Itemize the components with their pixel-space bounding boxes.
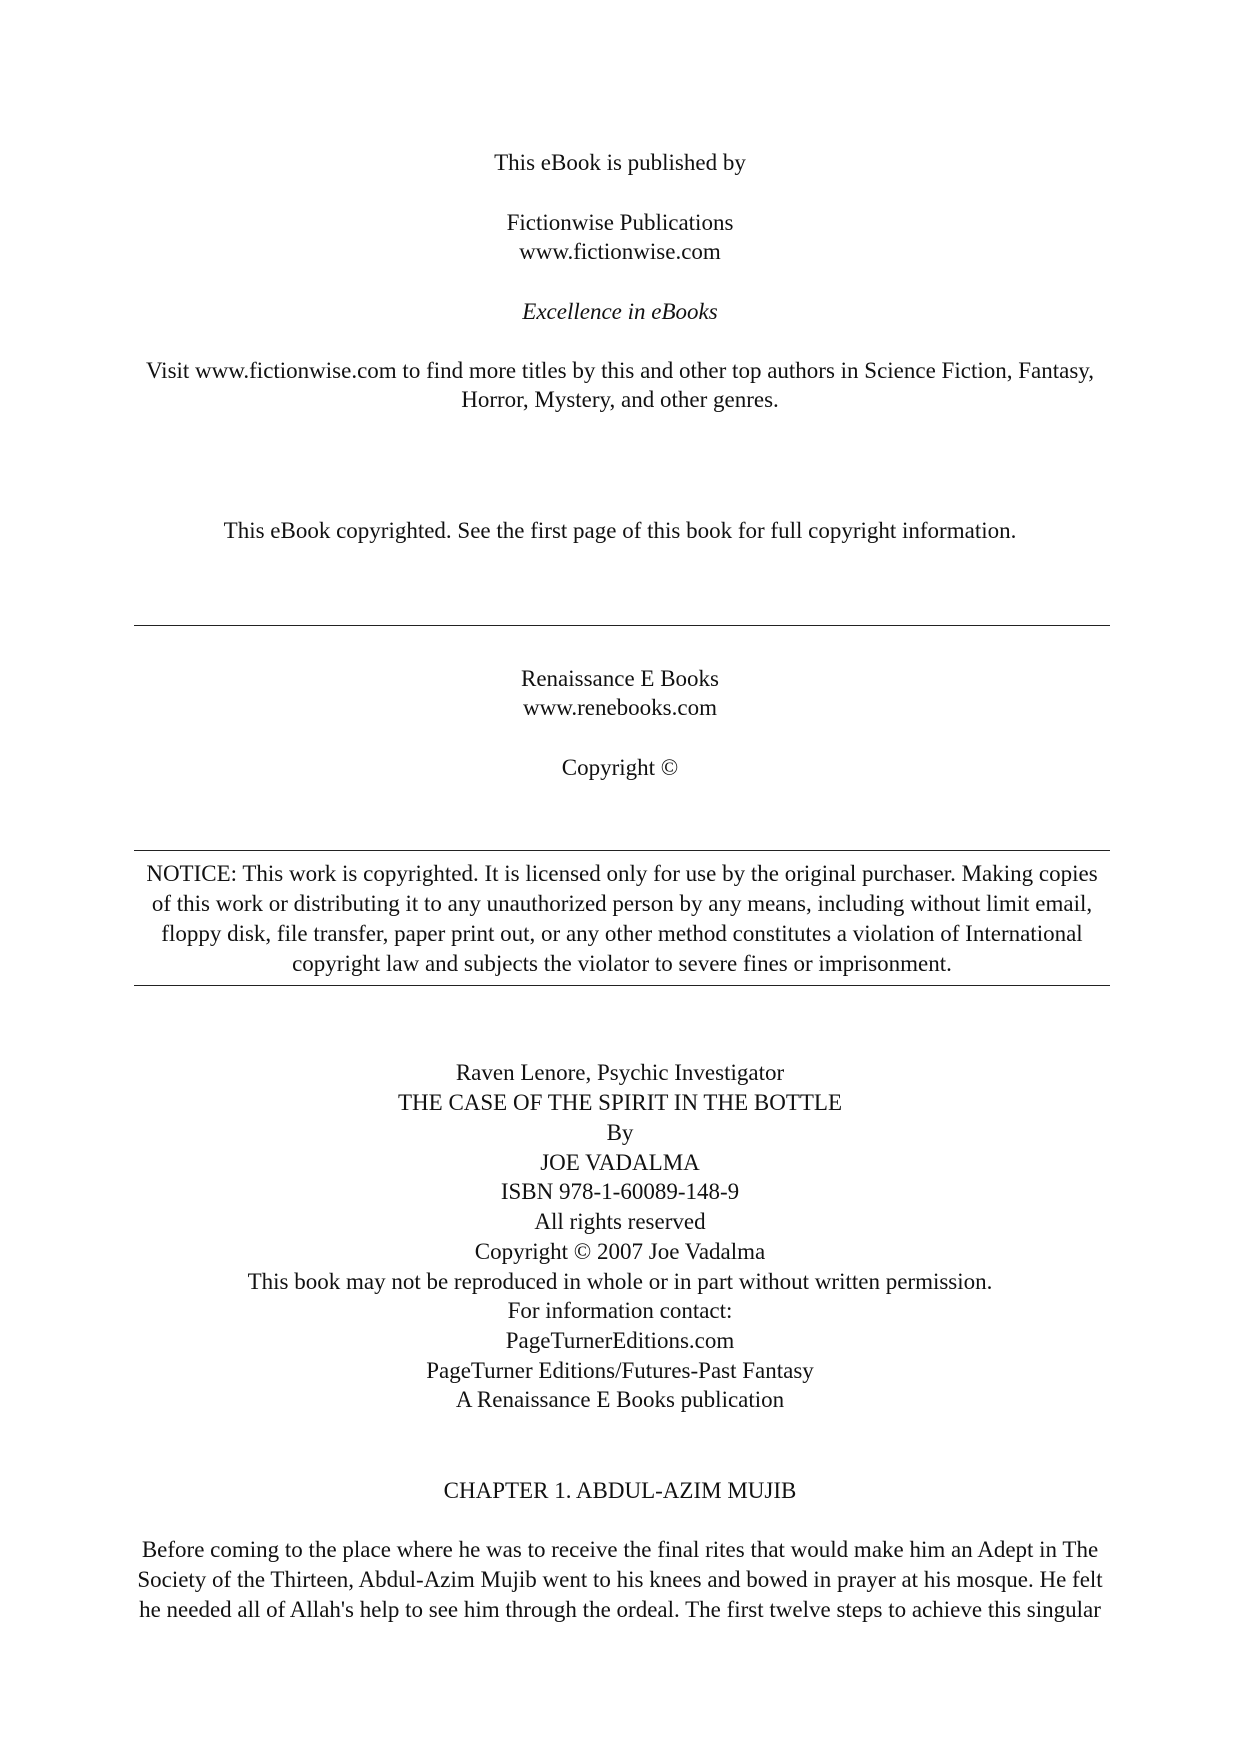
chapter-paragraph [120,1535,1120,1625]
publisher-tagline: Excellence in eBooks [522,299,718,324]
visit-line-1: Visit www.fictionwise.com to find more titles by this and other top authors in Science Fiction, Fantasy, [145,358,1095,383]
publisher-url: www.fictionwise.com [519,239,721,264]
chapter-heading: CHAPTER 1. ABDUL-AZIM MUJIB [443,1478,797,1503]
renaissance-copyright: Copyright © [561,755,679,780]
renaissance-name: Renaissance E Books [520,666,719,691]
notice-line: floppy disk, file transfer, paper print out, or any other method constitutes a violation of International [161,921,1083,946]
contact-site: PageTurnerEditions.com [505,1328,735,1353]
publication-line: A Renaissance E Books publication [455,1387,785,1412]
rights-reserved: All rights reserved [534,1209,706,1234]
reproduction-notice: This book may not be reproduced in whole or in part without written permission. [247,1269,993,1294]
paragraph-line: he needed all of Allah's help to see him through the ordeal. The first twelve steps to achieve this singular [139,1597,1101,1622]
isbn: ISBN 978-1-60089-148-9 [500,1179,740,1204]
imprint: PageTurner Editions/Futures-Past Fantasy [426,1358,814,1383]
paragraph-line: Before coming to the place where he was to receive the final rites that would make him an Adept in The [141,1537,1099,1562]
divider-1 [134,625,1110,626]
divider-3 [134,985,1110,986]
published-by-line: This eBook is published by [494,150,746,175]
series-title: Raven Lenore, Psychic Investigator [455,1060,785,1085]
renaissance-url: www.renebooks.com [523,695,717,720]
book-copyright: Copyright © 2007 Joe Vadalma [474,1239,766,1264]
contact-label: For information contact: [507,1298,733,1323]
publisher-name: Fictionwise Publications [506,210,734,235]
visit-line-2: Horror, Mystery, and other genres. [461,387,779,412]
notice-line: copyright law and subjects the violator to severe fines or imprisonment. [292,951,952,976]
copyright-note: This eBook copyrighted. See the first page of this book for full copyright information. [223,518,1017,543]
notice-block [134,859,1110,979]
paragraph-line: Society of the Thirteen, Abdul-Azim Mujib went to his knees and bowed in prayer at his mosque. He felt [137,1567,1103,1592]
by-line: By [606,1120,634,1145]
notice-line: NOTICE: This work is copyrighted. It is licensed only for use by the original purchaser. Making copies [146,861,1098,886]
divider-2 [134,850,1110,851]
author-name: JOE VADALMA [540,1150,700,1175]
book-title: THE CASE OF THE SPIRIT IN THE BOTTLE [397,1090,843,1115]
notice-line: of this work or distributing it to any unauthorized person by any means, including without limit email, [151,891,1093,916]
